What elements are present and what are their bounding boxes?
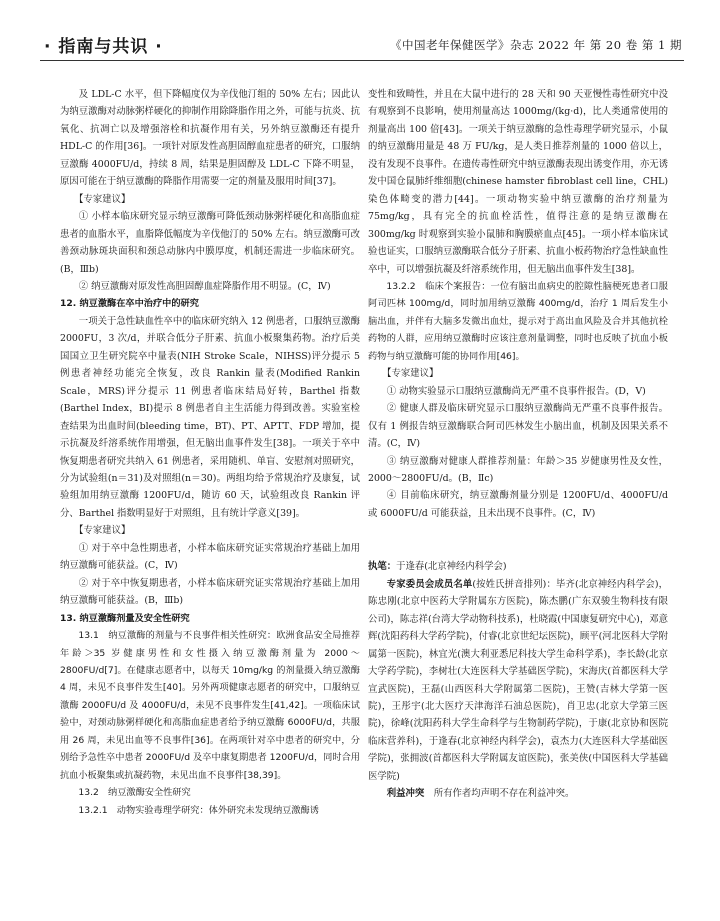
expert-advice-heading: 【专家建议】 <box>74 525 131 537</box>
body-paragraph: 一项关于急性缺血性卒中的临床研究纳入 12 例患者，口服纳豆激酶 2000FU，3 次/d，并联合低分子肝素、抗血小板聚集药物。治疗后美国国立卫生研究院卒中量表(NIH Stroke Scale，NIHSS)评分提示 5 例患者神经功能完全恢复，改良 Rankin 量表(Modified Rankin Scale，MRS)评分提示 11 例患者临床结局好转，Barthel 指数(Barthel Index，BI)提示 8 例患者自主生活能力得到改善。实验室检查结果为出血时间(bleeding time，BT)、PT、APTT、FDP 增加，提示抗凝及纤溶系统作用增强，但无脑出血事件发生[38]。一项关于卒中恢复期患者研究共纳入 61 例患者，采用随机、单盲、安慰剂对照研究，分为试验组(n＝31)及对照组(n＝30)。两组均给予常规治疗及康复，试验组加用纳豆激酶 1200FU/d，随访 60 天，试验组改良 Rankin 评分、Barthel 指数明显好于对照组，且有统计学意义[39]。 <box>60 315 360 519</box>
recommendation-item: ② 对于卒中恢复期患者，小样本临床研究证实常规治疗基础上加用纳豆激酶可能获益。(B，Ⅲb) <box>60 577 360 607</box>
section-heading: 12. 纳豆激酶在卒中治疗中的研究 <box>60 298 199 310</box>
expert-advice-heading: 【专家建议】 <box>74 193 131 205</box>
spacer <box>368 540 668 558</box>
spacer <box>368 522 668 540</box>
right-column <box>368 86 668 803</box>
credit-text: 于逢春(北京神经内科学会) <box>396 561 507 573</box>
credit-label: 专家委员会成员名单 <box>386 578 473 590</box>
left-column <box>60 86 360 819</box>
recommendation-item: ① 小样本临床研究显示纳豆激酶可降低颈动脉粥样硬化和高脂血症患者的血脂水平，血脂降低幅度为辛伐他汀的 50% 左右。纳豆激酶可改善颈动脉斑块面积和颈总动脉内中膜厚度，机制还需进一步临床研究。(B，Ⅲb) <box>60 211 360 275</box>
recommendation-item: ① 对于卒中急性期患者，小样本临床研究证实常规治疗基础上加用纳豆激酶可能获益。(C，Ⅳ) <box>60 542 360 572</box>
credit-label: 利益冲突 <box>386 788 425 800</box>
recommendation-item: ④ 目前临床研究，纳豆激酶剂量分别是 1200FU/d、4000FU/d 或 6000FU/d 可能获益，且未出现不良事件。(C，Ⅳ) <box>368 490 668 519</box>
recommendation-item: ① 动物实验显示口服纳豆激酶尚无严重不良事件报告。(D，Ⅴ) <box>386 385 646 397</box>
body-paragraph: 及 LDL-C 水平，但下降幅度仅为辛伐他汀组的 50% 左右；因此认为纳豆激酶对动脉粥样硬化的抑制作用除降脂作用之外，可能与抗炎、抗氧化、抗凋亡以及增强溶栓和抗凝作用有关，另外纳豆激酶还有提升 HDL-C 的作用[36]。一项针对原发性高胆固醇血症患者的研究，口服纳豆激酶 4000FU/d，持续 8 周，结果是胆固醇及 LDL-C 下降不明显，原因可能在于纳豆激酶的降脂作用需要一定的剂量及服用时间[37]。 <box>60 89 361 188</box>
recommendation-item: ② 纳豆激酶对原发性高胆固醇血症降脂作用不明显。(C，Ⅳ) <box>78 280 331 292</box>
credit-line <box>368 558 668 575</box>
subsection-paragraph: 13.2.2 临床个案报告：一位有脑出血病史的腔隙性脑梗死患者口服阿司匹林 100mg/d，同时加用纳豆激酶 400mg/d，治疗 1 周后发生小脑出血，并伴有大脑多发微出血灶，提示对于高出血风险及合并其他抗栓药物的人群，应用纳豆激酶时应该注意剂量调整，同时也反映了抗血小板药物与纳豆激酶可能的协同作用[46]。 <box>368 280 668 362</box>
page-header <box>40 30 684 61</box>
credit-line <box>368 785 668 802</box>
section-heading: 13. 纳豆激酶剂量及安全性研究 <box>60 612 190 624</box>
expert-advice-heading: 【专家建议】 <box>382 368 439 380</box>
credit-text: (按姓氏拼音排列)：毕齐(北京神经内科学会)，陈忠刚(北京中医药大学附属东方医院)，陈杰鹏(广东双骏生物科技有限公司)，陈志祥(台湾大学动物科技系)，杜晓霞(中国康复研究中心)，邓意辉(沈阳药科大学药学院)，付睿(北京世纪坛医院)，顾平(河北医科大学附属第一医院)，林宜光(澳大利亚悉尼科技大学生命科学系)，李长龄(北京大学药学院)，李树壮(大连医科大学基础医学院)，宋海庆(首都医科大学宣武医院)，王磊(山西医科大学附属第二医院)，王赞(吉林大学第一医院)，王彤宇(北大医疗天津海洋石油总医院)，肖卫忠(北京大学第三医院)，徐峰(沈阳药科大学生命科学与生物制药学院)，于康(北京协和医院临床营养科)，于逢春(北京神经内科学会)，袁杰力(大连医科大学基础医学院)，张拥波(首都医科大学附属友谊医院)，张美侠(中国医科大学基础医学院) <box>368 578 668 782</box>
subsection-paragraph: 13.2.1 动物实验毒理学研究：体外研究未发现纳豆激酶诱 <box>78 804 319 816</box>
section-tag: · 指南与共识 · <box>44 37 163 57</box>
credit-text: 所有作者均声明不存在利益冲突。 <box>424 788 575 800</box>
credit-label: 执笔： <box>368 561 397 573</box>
subsection-paragraph: 13.1 纳豆激酶的剂量与不良事件相关性研究：欧洲食品安全局推荐年龄＞35 岁健康男性和女性摄入纳豆激酶剂量为 2000～2800FU/d[7]。在健康志愿者中，以每天 10mg/kg 的剂量摄入纳豆激酶 4 周，未见不良事件发生[40]。另外两项健康志愿者的研究中，口服纳豆激酶 2000FU/d 及 4000FU/d，未见不良事件发生[41,42]。一项临床试验中，对颈动脉粥样硬化和高脂血症患者给予纳豆激酶 6000FU/d，共服用 26 周，未见出血等不良事件[36]。在两项针对卒中患者的研究中，分别给予急性卒中患者 2000FU/d 及卒中康复期患者 1200FU/d，同时合用抗血小板聚集或抗凝药物，未见出血不良事件[38,39]。 <box>60 630 360 781</box>
subsection-paragraph: 13.2 纳豆激酶安全性研究 <box>78 787 191 799</box>
body-paragraph: 变性和致畸性，并且在大鼠中进行的 28 天和 90 天亚慢性毒性研究中没有观察到不良影响，使用剂量高达 1000mg/(kg·d)，比人类通常使用的剂量高出 100 倍[43]。一项关于纳豆激酶的急性毒理学研究显示，小鼠的纳豆激酶用量是 48 万 FU/kg，是人类日推荐剂量的 1000 倍以上，没有发现不良事件。在遗传毒性研究中纳豆激酶表现出诱变作用，亦无诱发中国仓鼠肺纤维细胞(chinese hamster fibroblast cell line，CHL)染色体畸变的潜力[44]。一项动物实验中纳豆激酶的治疗剂量为 75mg/kg，具有完全的抗血栓活性，值得注意的是纳豆激酶在 300mg/kg 时观察到实验小鼠肺和胸膜瘀血点[45]。一项小样本临床试验也证实，口服纳豆激酶联合低分子肝素、抗血小板药物治疗急性缺血性卒中，可以增强抗凝及纤溶系统作用，但无脑出血事件发生[38]。 <box>368 89 669 275</box>
journal-info: 《中国老年保健医学》杂志 2022 年 第 20 卷 第 1 期 <box>390 38 682 52</box>
credit-line <box>368 576 668 785</box>
recommendation-item: ② 健康人群及临床研究显示口服纳豆激酶尚无严重不良事件报告。仅有 1 例报告纳豆激酶联合阿司匹林发生小脑出血，机制及因果关系不清。(C，Ⅳ) <box>368 403 668 450</box>
recommendation-item: ③ 纳豆激酶对健康人群推荐剂量：年龄＞35 岁健康男性及女性，2000～2800FU/d。(B，Ⅱc) <box>368 455 668 484</box>
